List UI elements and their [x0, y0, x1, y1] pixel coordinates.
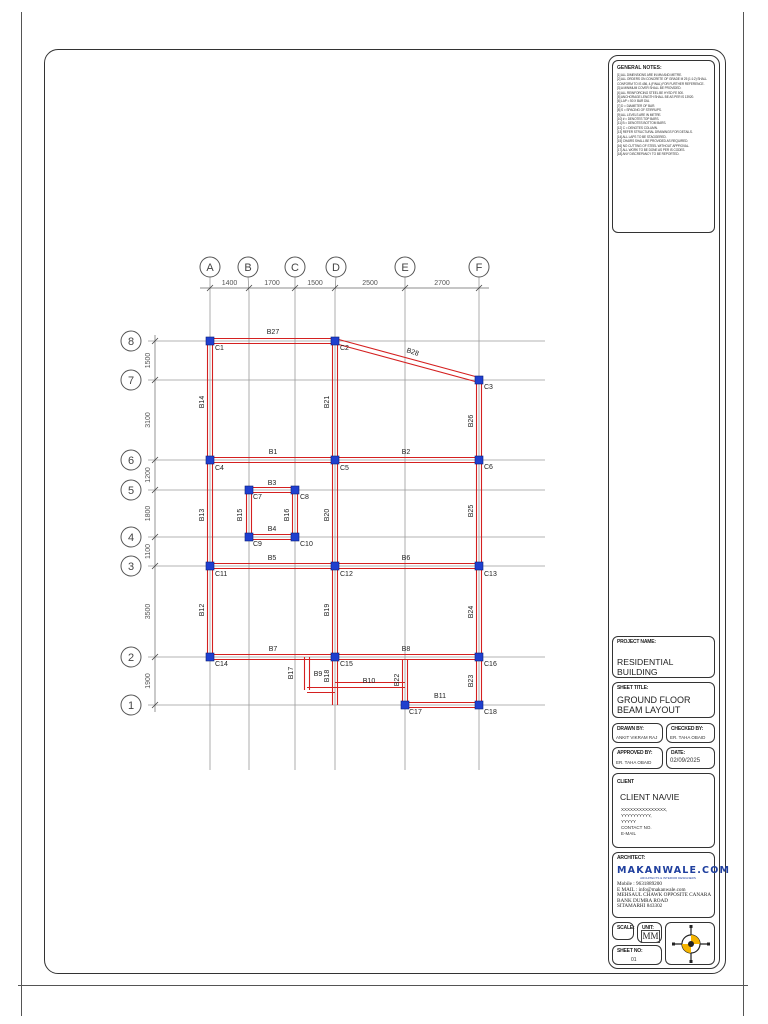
column-label: C10	[300, 541, 313, 548]
note-item: [18] ANY DISCREPANCY TO BE REPORTED.	[617, 152, 680, 157]
beam-label: B2	[401, 449, 411, 456]
project-name-label: PROJECT NAME:	[617, 639, 656, 645]
column-label: C7	[253, 494, 262, 501]
column-marker	[331, 562, 339, 570]
sheet-no: 01	[631, 957, 637, 963]
beam-label: B25	[468, 504, 475, 518]
sheet-no-box	[612, 945, 662, 965]
architect-box	[612, 852, 731, 918]
dim-y-label: 1800	[145, 505, 152, 522]
note-item: [9] ALL LEVELS ARE IN METRE.	[617, 112, 662, 117]
client-email: E-MAIL	[621, 831, 637, 836]
grid-bubble-label: E	[401, 262, 409, 274]
column-marker	[331, 456, 339, 464]
beam-label: B26	[468, 414, 475, 428]
note-item: [17] ALL WORK TO BE DONE AS PER IS CODES.	[617, 147, 686, 152]
column-marker	[331, 653, 339, 661]
grid-bubble-label: C	[291, 262, 299, 274]
note-item: [14] ALL LAPS TO BE STAGGERED.	[617, 134, 667, 139]
dim-y-label: 1500	[145, 352, 152, 369]
column-marker	[245, 533, 253, 541]
sheet-title-label: SHEET TITLE:	[617, 685, 649, 691]
beam-label: B1	[268, 449, 278, 456]
date-box	[666, 747, 715, 769]
dim-x-label: 1400	[221, 280, 238, 287]
sheet-no-label: SHEET NO:	[617, 948, 643, 954]
architect-mobile: Mobile : 9631889200	[617, 881, 662, 887]
beam-label: B9	[313, 671, 323, 678]
column-label: C15	[340, 661, 353, 668]
note-item: [4] ALL REINFORCING STEEL BE HYSD FE 500.	[617, 90, 684, 95]
approved-by-box	[612, 747, 663, 769]
unit-value: MM	[642, 931, 659, 941]
beam-label: B6	[401, 555, 411, 562]
client-line1: XXXXXXXXXXXXXXX,	[621, 807, 668, 812]
column-label: C3	[484, 384, 493, 391]
column-label: C8	[300, 494, 309, 501]
dim-y-label: 1200	[145, 467, 152, 483]
beam-label: B28	[405, 347, 420, 358]
client-name: CLIENT NA/\/IE	[620, 792, 680, 802]
column-marker	[206, 653, 214, 661]
grid-bubble-label: 4	[127, 532, 135, 544]
architect-address1: MEHSAUL CHAWK OPPOSITE CANARA	[617, 892, 712, 899]
general-notes-box	[612, 60, 715, 233]
beam-label: B12	[199, 603, 206, 617]
architect-address2: BANK DUMRA ROAD	[617, 897, 669, 904]
client-label: CLIENT	[617, 779, 634, 785]
grid-leader	[335, 277, 336, 292]
beam-label: B27	[266, 329, 280, 336]
dim-x-label: 2700	[434, 280, 450, 287]
checked-by-box	[666, 723, 715, 743]
column-label: C14	[215, 661, 228, 668]
note-item: [2] ALL ORDERS ON CONCRETE OF GRADE M 25 (1:1:2) SHALL CONFORM TO IS 456, 4.(FINAL) FOR FURTHER REFERENCE.	[617, 77, 707, 86]
column-marker	[206, 337, 214, 345]
beam-label: B19	[324, 603, 331, 617]
north-arrow-box	[665, 922, 715, 965]
column-marker	[401, 701, 409, 709]
beam-label: B24	[468, 605, 475, 619]
grid-bubble-label: 7	[127, 375, 135, 387]
note-item: [15] CHAIRS SHALL BE PROVIDED AS REQUIRED.	[617, 139, 689, 144]
note-item: [3] A MINIMUM COVER SHALL BE PROVIDED.	[617, 86, 682, 91]
notes-list	[613, 73, 714, 157]
approved-by-label: APPROVED BY:	[617, 750, 653, 756]
column-label: C12	[340, 571, 353, 578]
column-marker	[206, 456, 214, 464]
beam-label: B23	[468, 674, 475, 688]
column-label: C17	[409, 709, 422, 716]
checked-by: ER. TAHA OBAID	[670, 735, 706, 740]
column-marker	[291, 533, 299, 541]
column-marker	[475, 701, 483, 709]
note-item: [7] D = DIAMETER OF BAR.	[617, 103, 656, 108]
column-marker	[245, 486, 253, 494]
checked-by-label: CHECKED BY:	[671, 726, 704, 732]
date-label: DATE:	[671, 750, 685, 756]
beam-label: B16	[284, 508, 291, 522]
column-marker	[475, 562, 483, 570]
client-box	[612, 773, 715, 848]
grid-bubble-label: 5	[127, 485, 135, 497]
note-item: [5] ANCHORAGE LENGTH SHALL BE AS PER IS 13920.	[617, 95, 694, 100]
sheet-title: GROUND FLOOR BEAM LAYOUT	[617, 695, 691, 715]
column-marker	[291, 486, 299, 494]
beam-label: B18	[324, 669, 331, 683]
client-line2: YYYYYYYYYY,	[621, 813, 652, 818]
dim-y-label: 1100	[145, 543, 152, 560]
beam-label: B5	[267, 555, 277, 562]
scale-box	[612, 922, 634, 940]
column-label: C13	[484, 571, 497, 578]
dim-x-label: 1500	[307, 280, 323, 287]
note-item: [8] S = SPACING OF STIRRUPS.	[617, 108, 662, 113]
note-item: [13] REFER STRUCTURAL DRAWINGS FOR DETAILS.	[617, 130, 693, 135]
grid-bubble-label: 3	[127, 561, 135, 573]
project-name-box	[612, 636, 715, 678]
beam-label: B14	[199, 395, 206, 409]
column-label: C4	[215, 465, 224, 472]
column-marker	[206, 562, 214, 570]
column-label: C5	[340, 465, 349, 472]
column-marker	[475, 456, 483, 464]
column-label: C6	[484, 464, 493, 471]
scale-label: SCALE:	[617, 925, 635, 931]
grid-bubble-label: D	[332, 262, 340, 274]
column-label: C16	[484, 661, 497, 668]
note-item: [1] ALL DIMENSIONS ARE IN MM AND METRE.	[617, 73, 682, 77]
beam-label: B7	[268, 646, 278, 653]
note-item: [10] # = DENOTES TOP BARS.	[617, 117, 660, 122]
grid-bubble-label: A	[206, 262, 214, 274]
beam-label: B22	[394, 673, 401, 687]
beam-edge	[335, 339, 479, 378]
beam-label: B13	[199, 508, 206, 522]
note-item: [12] C = DENOTES COLUMN.	[617, 125, 658, 130]
grid-bubble-label: 6	[127, 455, 135, 467]
architect-name: MAKANWALE.COM	[617, 865, 731, 876]
dim-y-label: 3500	[145, 603, 152, 620]
notes-title: GENERAL NOTES:	[617, 65, 662, 71]
north-arrow-icon	[666, 923, 716, 966]
grid-bubble-label: 8	[127, 336, 135, 348]
unit-box	[637, 922, 662, 943]
dim-x-label: 2500	[362, 280, 378, 287]
column-marker	[475, 376, 483, 384]
note-item: [16] NO CUTTING OF STEEL WITHOUT APPROVAL.	[617, 143, 690, 148]
beam-label: B15	[237, 508, 244, 522]
architect-email: E MAIL : info@makanwale.com	[617, 886, 686, 893]
client-line3: YYYYY	[621, 819, 637, 824]
dim-y-label: 1900	[145, 673, 152, 689]
grid-bubble-label: F	[475, 262, 483, 274]
beam-label: B8	[401, 646, 411, 653]
drawn-by: ANKIT VIKRAM RAJ	[616, 735, 658, 740]
architect-label: ARCHITECT:	[617, 855, 645, 861]
sheet-title-box	[612, 682, 715, 718]
grid-bubble-label: B	[244, 262, 252, 274]
dim-y-label: 3100	[145, 412, 152, 428]
unit-label: UNIT:	[642, 925, 654, 931]
beam-label: B10	[362, 678, 376, 685]
beam-label: B20	[324, 508, 331, 522]
column-label: C2	[340, 345, 349, 352]
dim-x-label: 1700	[264, 280, 280, 287]
client-contact: CONTACT NO.	[621, 825, 652, 830]
column-label: C18	[484, 709, 497, 716]
architect-address3: SITAMARHI 843302	[617, 903, 663, 910]
column-marker	[475, 653, 483, 661]
note-item: [6] LAP = 50 X BAR DIA.	[617, 99, 650, 104]
project-name: RESIDENTIAL BUILDING	[617, 657, 674, 677]
column-label: C9	[253, 541, 262, 548]
drawn-by-label: DRAWN BY:	[617, 726, 644, 732]
date: 02/09/2025	[670, 758, 701, 764]
beam-label: B4	[267, 526, 277, 533]
grid-bubble-label: 2	[127, 652, 135, 664]
approved-by: ER. TAHA OBAID	[616, 760, 652, 765]
beam-label: B3	[267, 480, 277, 487]
note-item: [11] B = DENOTES BOTTOM BARS.	[617, 121, 667, 126]
drawn-by-box	[612, 723, 663, 743]
beam-label: B17	[288, 666, 295, 680]
column-label: C11	[215, 571, 228, 578]
beam-label: B11	[434, 693, 446, 700]
grid-leader	[248, 277, 249, 292]
column-marker	[331, 337, 339, 345]
beam-label: B21	[324, 395, 331, 409]
column-label: C1	[215, 345, 224, 352]
grid-bubble-label: 1	[127, 700, 135, 712]
architect-subtitle: ARCHITECTS & INTERIOR DESIGNERS	[640, 876, 696, 880]
